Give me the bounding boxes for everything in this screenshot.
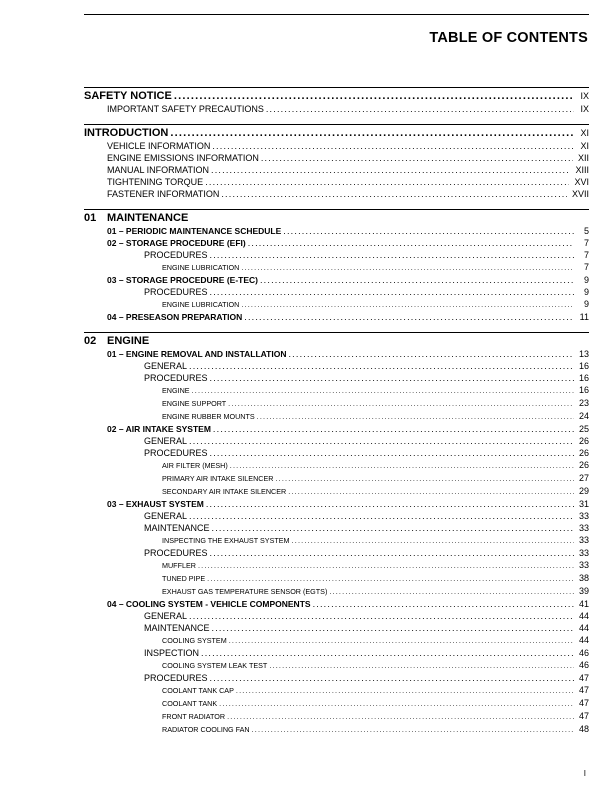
toc-entry[interactable]	[84, 274, 589, 286]
dot-leader	[210, 249, 574, 261]
toc-entry-label: 02 – STORAGE PROCEDURE (EFI)	[107, 238, 246, 248]
section-rule	[84, 332, 589, 333]
toc-entry[interactable]	[84, 572, 589, 585]
dot-leader	[210, 447, 574, 459]
toc-entry[interactable]	[84, 522, 589, 534]
toc-entry-label: MANUAL INFORMATION	[107, 165, 210, 175]
toc-entry-label: PROCEDURES	[144, 373, 208, 383]
toc-entry-page-number: 47	[578, 673, 589, 683]
dot-leader	[210, 372, 574, 384]
toc-entry[interactable]	[84, 423, 589, 435]
top-rule	[84, 14, 589, 15]
toc-entry-page-number: 39	[578, 586, 589, 596]
toc-entry[interactable]	[84, 384, 589, 397]
toc-entry-page-number: 7	[583, 238, 589, 248]
toc-entry[interactable]	[84, 348, 589, 360]
toc-entry-page-number: XVII	[571, 189, 589, 199]
dot-leader	[221, 188, 567, 200]
toc-entry[interactable]	[84, 684, 589, 697]
toc-entry-page-number: 16	[578, 373, 589, 383]
section-page-number: IX	[580, 91, 589, 101]
dot-leader	[288, 348, 574, 360]
toc-entry-page-number: 16	[578, 385, 589, 395]
section-heading-label	[84, 90, 172, 103]
toc-section-heading[interactable]	[84, 127, 589, 140]
dot-leader	[244, 311, 574, 323]
toc-entry[interactable]	[84, 697, 589, 710]
toc-entry-page-number: 33	[578, 535, 589, 545]
dot-leader	[189, 510, 574, 522]
dot-leader	[283, 225, 574, 237]
section-title: MAINTENANCE	[107, 212, 189, 224]
toc-entry[interactable]	[84, 372, 589, 384]
toc-entry-label: FRONT RADIATOR	[162, 712, 226, 721]
dot-leader	[206, 498, 574, 510]
toc-entry[interactable]	[84, 397, 589, 410]
section-heading-label	[84, 127, 168, 140]
toc-entry-label: EXHAUST GAS TEMPERATURE SENSOR (EGTS)	[162, 587, 328, 596]
toc-entry[interactable]	[84, 472, 589, 485]
toc-entry[interactable]	[84, 176, 589, 188]
dot-leader	[241, 299, 574, 311]
dot-leader	[257, 411, 574, 423]
toc-entry-page-number: IX	[580, 104, 589, 114]
toc-entry-label: 03 – STORAGE PROCEDURE (E-TEC)	[107, 275, 258, 285]
dot-leader	[210, 547, 574, 559]
toc-entry-label: ENGINE	[162, 386, 190, 395]
toc-entry-label: PROCEDURES	[144, 673, 208, 683]
dot-leader	[269, 660, 574, 672]
toc-entry[interactable]	[84, 610, 589, 622]
section-rule	[84, 87, 589, 88]
page-title: TABLE OF CONTENTS	[429, 30, 588, 46]
dot-leader	[211, 164, 570, 176]
dot-leader	[248, 237, 574, 249]
dot-leader	[189, 360, 574, 372]
toc-entry-page-number: XII	[577, 153, 589, 163]
toc-entry-label: TUNED PIPE	[162, 574, 206, 583]
dot-leader	[213, 423, 574, 435]
toc-entry[interactable]	[84, 447, 589, 459]
toc-entry[interactable]	[84, 103, 589, 115]
toc-entry-page-number: 44	[578, 635, 589, 645]
toc-entry-label: GENERAL	[144, 361, 188, 371]
toc-entry-label: COOLANT TANK	[162, 699, 218, 708]
toc-entry[interactable]	[84, 188, 589, 200]
toc-entry[interactable]	[84, 261, 589, 274]
toc-entry-label: 04 – PRESEASON PREPARATION	[107, 312, 243, 322]
toc-entry-page-number: 48	[578, 724, 589, 734]
toc-section	[84, 124, 589, 200]
toc-section-heading[interactable]	[84, 212, 589, 225]
dot-leader	[205, 176, 569, 188]
toc-entry[interactable]	[84, 225, 589, 237]
toc-entry-label: PROCEDURES	[144, 548, 208, 558]
toc-entry[interactable]	[84, 498, 589, 510]
dot-leader	[189, 610, 574, 622]
section-title: SAFETY NOTICE	[84, 90, 172, 102]
dot-leader	[260, 274, 574, 286]
toc-section-heading[interactable]	[84, 335, 589, 348]
toc-entry-label: FASTENER INFORMATION	[107, 189, 220, 199]
toc-entry-label: INSPECTION	[144, 648, 200, 658]
toc-entry-label: ENGINE RUBBER MOUNTS	[162, 412, 255, 421]
dot-leader	[261, 152, 573, 164]
dot-leader	[241, 262, 574, 274]
dot-leader	[313, 598, 574, 610]
toc-entry-label: ENGINE SUPPORT	[162, 399, 227, 408]
toc-entry-page-number: 27	[578, 473, 589, 483]
toc-entry-label: COOLING SYSTEM	[162, 636, 227, 645]
toc-entry-page-number: XVI	[574, 177, 589, 187]
toc-entry[interactable]	[84, 585, 589, 598]
toc-entry-page-number: 46	[578, 648, 589, 658]
section-title: ENGINE	[107, 335, 150, 347]
table-of-contents	[84, 87, 589, 745]
toc-entry-page-number: 33	[578, 523, 589, 533]
toc-entry-label: ENGINE LUBRICATION	[162, 263, 240, 272]
toc-entry-page-number: 7	[583, 250, 589, 260]
dot-leader	[266, 103, 574, 115]
dot-leader	[230, 460, 574, 472]
toc-entry-label: MUFFLER	[162, 561, 196, 570]
toc-entry[interactable]	[84, 152, 589, 164]
dot-leader	[212, 622, 574, 634]
toc-entry-page-number: 47	[578, 698, 589, 708]
section-heading-label	[84, 212, 188, 225]
toc-entry-page-number: 31	[578, 499, 589, 509]
toc-section	[84, 209, 589, 323]
toc-entry-label: GENERAL	[144, 611, 188, 621]
toc-entry[interactable]	[84, 622, 589, 634]
toc-entry-page-number: 47	[578, 685, 589, 695]
toc-entry-page-number: 47	[578, 711, 589, 721]
toc-entry[interactable]	[84, 710, 589, 723]
toc-entry-label: GENERAL	[144, 511, 188, 521]
toc-entry-label: INSPECTING THE EXHAUST SYSTEM	[162, 536, 290, 545]
toc-section	[84, 87, 589, 115]
toc-entry-label: SECONDARY AIR INTAKE SILENCER	[162, 487, 287, 496]
section-heading-label	[84, 335, 149, 348]
dot-leader	[227, 711, 574, 723]
toc-entry-label: 03 – EXHAUST SYSTEM	[107, 499, 204, 509]
dot-leader	[189, 435, 574, 447]
toc-entry-page-number: 24	[578, 411, 589, 421]
toc-section-heading[interactable]	[84, 90, 589, 103]
toc-entry[interactable]	[84, 435, 589, 447]
toc-entry-page-number: 9	[583, 299, 589, 309]
toc-section	[84, 332, 589, 736]
dot-leader	[219, 698, 574, 710]
toc-entry[interactable]	[84, 140, 589, 152]
toc-entry-label: TIGHTENING TORQUE	[107, 177, 204, 187]
toc-entry-label: ENGINE LUBRICATION	[162, 300, 240, 309]
dot-leader	[212, 522, 574, 534]
section-page-number: XI	[580, 128, 589, 138]
toc-entry-label: RADIATOR COOLING FAN	[162, 725, 250, 734]
toc-entry-page-number: 26	[578, 448, 589, 458]
section-rule	[84, 124, 589, 125]
toc-entry-page-number: 11	[579, 312, 589, 322]
toc-entry-page-number: 33	[578, 511, 589, 521]
dot-leader	[329, 586, 574, 598]
toc-entry-label: IMPORTANT SAFETY PRECAUTIONS	[107, 104, 264, 114]
dot-leader	[228, 398, 574, 410]
dot-leader	[192, 385, 574, 397]
toc-entry-page-number: 41	[578, 599, 589, 609]
section-number: 01	[84, 212, 97, 224]
section-title: INTRODUCTION	[84, 127, 169, 139]
dot-leader	[201, 647, 574, 659]
toc-entry[interactable]	[84, 164, 589, 176]
dot-leader	[236, 685, 574, 697]
toc-entry[interactable]	[84, 659, 589, 672]
toc-entry-page-number: 23	[578, 398, 589, 408]
toc-entry[interactable]	[84, 360, 589, 372]
dot-leader	[212, 140, 574, 152]
dot-leader	[292, 535, 574, 547]
toc-entry[interactable]	[84, 598, 589, 610]
toc-entry-label: 04 – COOLING SYSTEM - VEHICLE COMPONENTS	[107, 599, 311, 609]
toc-entry-page-number: 25	[578, 424, 589, 434]
toc-entry[interactable]	[84, 249, 589, 261]
toc-entry-page-number: 26	[578, 436, 589, 446]
toc-entry[interactable]	[84, 723, 589, 736]
toc-entry[interactable]	[84, 534, 589, 547]
dot-leader	[174, 90, 574, 103]
toc-entry[interactable]	[84, 410, 589, 423]
toc-entry-label: AIR FILTER (MESH)	[162, 461, 228, 470]
dot-leader	[207, 573, 574, 585]
toc-entry-label: COOLING SYSTEM LEAK TEST	[162, 661, 268, 670]
toc-entry-label: MAINTENANCE	[144, 623, 210, 633]
toc-entry[interactable]	[84, 286, 589, 298]
toc-entry-page-number: 33	[578, 560, 589, 570]
toc-entry-label: VEHICLE INFORMATION	[107, 141, 211, 151]
dot-leader	[229, 635, 574, 647]
toc-entry-page-number: 7	[583, 262, 589, 272]
dot-leader	[170, 127, 574, 140]
toc-entry[interactable]	[84, 559, 589, 572]
toc-entry-page-number: 46	[578, 660, 589, 670]
toc-entry[interactable]	[84, 459, 589, 472]
toc-entry-page-number: 44	[578, 623, 589, 633]
toc-entry-label: COOLANT TANK CAP	[162, 686, 234, 695]
toc-entry-page-number: 33	[578, 548, 589, 558]
toc-entry-label: ENGINE EMISSIONS INFORMATION	[107, 153, 259, 163]
toc-entry-page-number: 38	[578, 573, 589, 583]
toc-entry[interactable]	[84, 298, 589, 311]
toc-entry-page-number: 29	[578, 486, 589, 496]
section-rule	[84, 209, 589, 210]
section-number: 02	[84, 335, 97, 347]
dot-leader	[288, 486, 574, 498]
dot-leader	[210, 672, 574, 684]
toc-entry[interactable]	[84, 647, 589, 659]
toc-entry-label: PRIMARY AIR INTAKE SILENCER	[162, 474, 274, 483]
dot-leader	[198, 560, 574, 572]
toc-entry[interactable]	[84, 510, 589, 522]
toc-entry-label: 02 – AIR INTAKE SYSTEM	[107, 424, 211, 434]
toc-entry[interactable]	[84, 237, 589, 249]
toc-entry-label: 01 – ENGINE REMOVAL AND INSTALLATION	[107, 349, 287, 359]
toc-entry-page-number: 9	[583, 287, 589, 297]
toc-entry-page-number: XIII	[575, 165, 589, 175]
toc-entry-page-number: 26	[578, 460, 589, 470]
toc-entry-label: PROCEDURES	[144, 287, 208, 297]
toc-entry-label: PROCEDURES	[144, 250, 208, 260]
toc-entry-label: PROCEDURES	[144, 448, 208, 458]
toc-entry-label: 01 – PERIODIC MAINTENANCE SCHEDULE	[107, 226, 282, 236]
dot-leader	[275, 473, 574, 485]
toc-entry[interactable]	[84, 311, 589, 323]
toc-entry[interactable]	[84, 485, 589, 498]
toc-entry-page-number: 16	[578, 361, 589, 371]
toc-entry-page-number: XI	[580, 141, 589, 151]
toc-entry-page-number: 9	[583, 275, 589, 285]
toc-entry-label: GENERAL	[144, 436, 188, 446]
toc-entry[interactable]	[84, 547, 589, 559]
page-number: I	[583, 769, 586, 778]
toc-entry[interactable]	[84, 634, 589, 647]
toc-entry-page-number: 13	[578, 349, 589, 359]
dot-leader	[210, 286, 574, 298]
toc-entry[interactable]	[84, 672, 589, 684]
toc-entry-label: MAINTENANCE	[144, 523, 210, 533]
toc-entry-page-number: 5	[583, 226, 589, 236]
toc-entry-page-number: 44	[578, 611, 589, 621]
dot-leader	[252, 724, 574, 736]
